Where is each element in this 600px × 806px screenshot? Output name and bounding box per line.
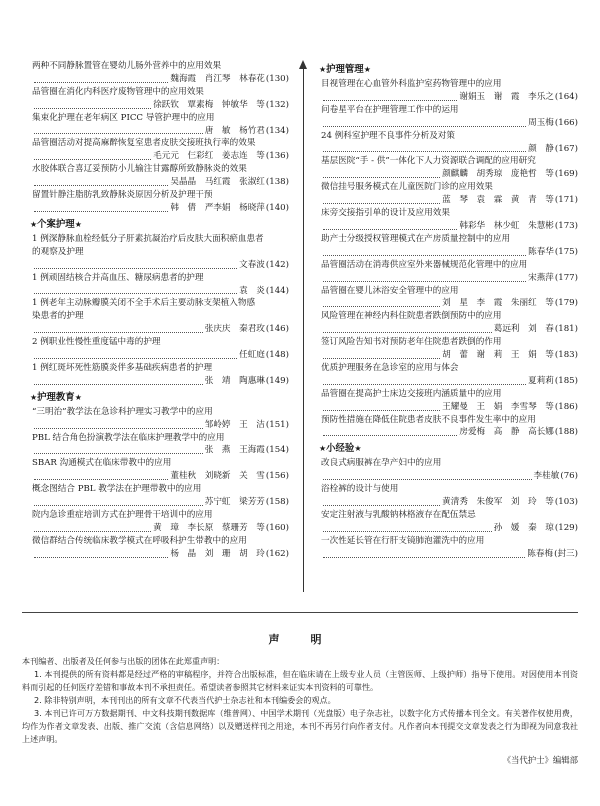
entry-authors: 杨 晶 刘 珊 胡 玲 xyxy=(170,548,265,559)
entry-author-line xyxy=(319,470,578,483)
entry-page: (138) xyxy=(265,177,289,188)
entry-authors: 徐跃钦 覃素梅 钟敏华 等 xyxy=(153,99,265,110)
entry-authors: 任虹庭 xyxy=(239,350,265,361)
entry-page: (144) xyxy=(265,285,289,296)
star-icon: ★ xyxy=(74,219,82,229)
entry-author-line xyxy=(319,496,578,509)
entry-authors: 张 靖 陶惠琳 xyxy=(204,375,265,386)
entry-authors: 文春波 xyxy=(239,259,265,270)
entry-page: (136) xyxy=(265,151,289,162)
entry-author-line xyxy=(30,285,289,298)
entry-page: (188) xyxy=(554,427,578,438)
entry-title: 优质护理服务在急诊室的应用与体会 xyxy=(321,362,459,373)
entry-author-line xyxy=(30,444,289,457)
entry-title-continued: 染患者的护理 xyxy=(32,311,84,322)
toc-entry[interactable] xyxy=(319,362,578,388)
statement-item: 2. 除非特别声明，本刊刊出的所有文章不代表当代护士杂志社和本刊编委会的观点。 xyxy=(34,695,336,705)
entry-authors: 袁 炎 xyxy=(239,285,265,296)
section-heading xyxy=(30,218,289,232)
section-label: 个案护理 xyxy=(37,218,75,230)
entry-title: 2 例职业性慢性重度锰中毒的护理 xyxy=(32,337,161,348)
entry-title: “三明治”教学法在急诊科护理实习教学中的应用 xyxy=(32,406,213,417)
entry-authors: 宋燕萍 xyxy=(528,272,554,283)
toc-entry[interactable] xyxy=(319,336,578,362)
entry-title: PBL 结合角色扮演教学法在临床护理教学中的应用 xyxy=(32,432,225,443)
toc-entry[interactable] xyxy=(319,388,578,414)
entry-page: (167) xyxy=(554,143,578,154)
entry-title: 微信挂号服务模式在儿童医院门诊的应用效果 xyxy=(321,182,493,193)
entry-title: 基层医院“手 - 供”一体化下人力资源联合调配的应用研究 xyxy=(321,156,536,167)
entry-authors: 孙 媛 秦 琼 xyxy=(493,522,554,533)
entry-authors: 李桂敏 xyxy=(533,471,560,482)
toc-right-column xyxy=(319,60,578,561)
toc-left-column xyxy=(30,60,289,561)
toc-entry[interactable] xyxy=(319,207,578,233)
entry-author-line xyxy=(319,117,578,130)
entry-authors: 刘 星 李 霞 朱丽红 等 xyxy=(442,298,554,309)
star-icon: ★ xyxy=(319,444,327,454)
entry-title: 1 例顽固结核合并高血压、糖尿病患者的护理 xyxy=(32,272,204,283)
entry-title: 问卷星平台在护理管理工作中的运用 xyxy=(321,104,459,115)
entry-title-continued: 的观察及护理 xyxy=(32,246,84,257)
entry-title: 床旁交接指引单的设计及应用效果 xyxy=(321,208,450,219)
entry-page: (158) xyxy=(265,497,289,508)
entry-authors: 颜麒麟 胡秀琼 庞艳哲 等 xyxy=(442,169,554,180)
star-icon: ★ xyxy=(30,392,38,402)
entry-author-line xyxy=(30,522,289,535)
entry-authors: 房爱梅 高 静 高长娜 xyxy=(459,427,554,438)
table-of-contents xyxy=(22,60,582,596)
entry-title: 改良式病服裤在孕产妇中的应用 xyxy=(321,458,442,469)
entry-authors: 张庆庆 秦君玫 xyxy=(204,324,265,335)
entry-authors: 黄 璋 李长原 蔡珊芳 等 xyxy=(153,522,265,533)
statement-item: 1. 本刊提供的所有资料都是经过严格的审稿程序，并符合出版标准，但在临床请在上级专业人员（主管医师、上级护师）指导下使用。对因使用本刊资料而引起的任何医疗差错和事故本刊不承担责任。希望读者参照其它材料来证实本刊资料的可靠性。 xyxy=(22,669,578,692)
entry-page: (154) xyxy=(265,445,289,456)
entry-author-line xyxy=(30,548,289,561)
entry-authors: 周玉梅 xyxy=(528,117,554,128)
entry-authors: 蓝 琴 袁 霖 黄 青 等 xyxy=(442,195,554,206)
entry-page: (76) xyxy=(560,471,578,482)
entry-author-line xyxy=(319,168,578,181)
entry-page: (134) xyxy=(265,125,289,136)
entry-title: 品管圈活动对提高麻醉恢复室患者皮肤交接班执行率的效果 xyxy=(32,138,256,149)
entry-authors: 苏宁虹 梁芳芳 xyxy=(204,497,265,508)
statement-block xyxy=(22,612,578,766)
section-heading xyxy=(319,442,578,456)
entry-page: (149) xyxy=(265,375,289,386)
entry-page: (封三) xyxy=(554,548,578,559)
toc-entry[interactable] xyxy=(30,137,289,163)
toc-entry[interactable] xyxy=(319,259,578,285)
entry-title: 水胶体联合喜辽妥预防小儿输注甘露醇所致静脉炎的效果 xyxy=(32,164,247,175)
entry-title: 微信群结合传统临床教学模式在呼吸科护生带教中的应用 xyxy=(32,535,247,546)
entry-page: (140) xyxy=(265,202,289,213)
entry-author-line xyxy=(30,470,289,483)
entry-authors: 邹岭婷 王 洁 xyxy=(204,419,265,430)
entry-page: (186) xyxy=(554,401,578,412)
entry-title: 1 例老年主动脉瓣膜关闭不全手术后主要动脉支架植入物感 xyxy=(32,298,256,309)
star-icon: ★ xyxy=(30,219,38,229)
statement-item: 3. 本刊已许可万方数据期刊、中文科技期刊数据库（维普网）、中国学术期刊（光盘版）电子杂志社，以数字化方式传播本刊全文。有关著作权使用费，均作为作者文章发表、出版、推广交流（含信息网络）以及赠送样刊之用途，本刊不再另行向作者支付。凡作者向本刊提交文章发表之行为即视为同意我社上述声明。 xyxy=(22,708,578,744)
entry-title: 两种不同静脉置管在婴幼儿肠外营养中的应用效果 xyxy=(32,61,222,71)
toc-entry[interactable] xyxy=(30,163,289,189)
entry-author-line xyxy=(30,419,289,432)
entry-title: 安定注射液与乳酸钠林格液存在配伍禁忌 xyxy=(321,510,476,520)
toc-entry[interactable] xyxy=(30,509,289,535)
toc-entry[interactable] xyxy=(319,509,578,535)
entry-page: (156) xyxy=(265,471,289,482)
entry-authors: 谢娟玉 谢 霞 李乐之 xyxy=(459,91,554,102)
entry-author-line xyxy=(319,297,578,310)
entry-authors: 唐 敏 杨竹君 xyxy=(204,125,265,136)
star-icon: ★ xyxy=(354,444,362,454)
entry-title: 品管圈活动在消毒供应室外来器械规范化管理中的应用 xyxy=(321,259,528,270)
entry-authors: 吴晶晶 马红霞 张淑红 xyxy=(170,177,265,188)
entry-page: (132) xyxy=(265,99,289,110)
entry-authors: 颜 静 xyxy=(528,143,554,154)
entry-page: (173) xyxy=(554,220,578,231)
section-label: 护理教育 xyxy=(37,391,75,403)
entry-title: SBAR 沟通模式在临床带教中的应用 xyxy=(32,458,172,469)
entry-title: 预防性措施在降低住院患者皮肤不良事件发生率中的应用 xyxy=(321,414,536,425)
entry-title: 品管圈在提高护士床边交接班内涵质量中的应用 xyxy=(321,388,502,399)
entry-page: (162) xyxy=(265,548,289,559)
entry-page: (183) xyxy=(554,350,578,361)
entry-title: 集束化护理在老年病区 PICC 导管护理中的应用 xyxy=(32,112,215,123)
entry-authors: 韩彩华 林少虹 朱慧彬 xyxy=(459,220,554,231)
toc-entry[interactable] xyxy=(30,297,289,336)
toc-entry[interactable] xyxy=(30,112,289,138)
toc-entry[interactable] xyxy=(30,406,289,432)
entry-title: 目视管理在心血管外科监护室药物管理中的应用 xyxy=(321,79,502,89)
entry-page: (166) xyxy=(554,117,578,128)
entry-page: (160) xyxy=(265,522,289,533)
entry-author-line xyxy=(30,496,289,509)
entry-title: 品管圈在消化内科医疗废物管理中的应用效果 xyxy=(32,86,204,97)
column-divider xyxy=(303,64,304,592)
toc-entry[interactable] xyxy=(30,483,289,509)
toc-entry[interactable] xyxy=(319,155,578,181)
entry-author-line xyxy=(30,176,289,189)
entry-page: (130) xyxy=(265,73,289,84)
entry-author-line xyxy=(30,125,289,138)
entry-author-line xyxy=(30,375,289,388)
entry-title: 院内急诊重症培训方式在护理骨干培训中的应用 xyxy=(32,510,213,520)
entry-page: (142) xyxy=(265,259,289,270)
entry-authors: 董桂秋 刘晓新 关 雪 xyxy=(170,471,265,482)
entry-author-line xyxy=(30,150,289,163)
entry-page: (129) xyxy=(554,522,578,533)
entry-page: (151) xyxy=(265,419,289,430)
entry-author-line xyxy=(319,426,578,439)
entry-title: 概念图结合 PBL 教学法在护理带教中的应用 xyxy=(32,484,202,495)
entry-author-line xyxy=(319,375,578,388)
entry-title: 签订风险告知书对预防老年住院患者跌倒的作用 xyxy=(321,337,502,348)
toc-entry[interactable] xyxy=(319,310,578,336)
entry-author-line xyxy=(30,202,289,215)
statement-title: 声 明 xyxy=(268,633,332,646)
toc-entry[interactable] xyxy=(319,483,578,509)
toc-entry[interactable] xyxy=(30,233,289,272)
entry-author-line xyxy=(319,401,578,414)
toc-entry[interactable] xyxy=(319,285,578,311)
entry-page: (103) xyxy=(554,497,578,508)
entry-page: (177) xyxy=(554,272,578,283)
entry-authors: 夏莉莉 xyxy=(528,375,554,386)
entry-page: (175) xyxy=(554,246,578,257)
statement-intro: 本刊编者、出版者及任何参与出版的团体在此郑重声明： xyxy=(22,656,225,666)
entry-author-line xyxy=(30,259,289,272)
entry-page: (181) xyxy=(554,324,578,335)
entry-author-line xyxy=(319,522,578,535)
toc-entry[interactable] xyxy=(319,181,578,207)
entry-title: 浴栓裤的设计与使用 xyxy=(321,484,399,495)
entry-title: 1 例红斑坏死性筋膜炎伴多基础疾病患者的护理 xyxy=(32,362,213,373)
entry-author-line xyxy=(319,323,578,336)
entry-author-line xyxy=(30,323,289,336)
toc-entry[interactable] xyxy=(319,233,578,259)
section-label: 护理管理 xyxy=(326,64,364,75)
section-heading xyxy=(30,391,289,405)
statement-body xyxy=(22,655,578,746)
toc-entry[interactable] xyxy=(30,457,289,483)
entry-authors: 韩 倩 严李娟 杨晓萍 xyxy=(170,202,265,213)
entry-authors: 葛远利 刘 春 xyxy=(493,324,554,335)
entry-title: 一次性延长管在行肝支镜肺泡灌洗中的应用 xyxy=(321,535,485,546)
entry-authors: 陈春梅 xyxy=(527,548,554,559)
entry-author-line xyxy=(319,143,578,156)
entry-page: (171) xyxy=(554,195,578,206)
toc-entry[interactable] xyxy=(30,272,289,298)
toc-entry[interactable] xyxy=(30,86,289,112)
entry-author-line xyxy=(319,220,578,233)
entry-author-line xyxy=(30,349,289,362)
toc-entry[interactable] xyxy=(30,60,289,86)
entry-author-line xyxy=(30,73,289,86)
entry-page: (164) xyxy=(554,91,578,102)
entry-author-line xyxy=(30,99,289,112)
star-icon: ★ xyxy=(74,392,82,402)
entry-page: (185) xyxy=(554,375,578,386)
statement-signature: 《当代护士》编辑部 xyxy=(502,755,578,765)
entry-authors: 陈春华 xyxy=(528,246,554,257)
toc-entry[interactable] xyxy=(30,432,289,458)
toc-entry[interactable] xyxy=(319,104,578,130)
entry-title: 24 例科室护理不良事件分析及对策 xyxy=(321,130,455,141)
section-label: 小经验 xyxy=(326,443,355,455)
entry-page: (148) xyxy=(265,350,289,361)
entry-author-line xyxy=(319,91,578,104)
toc-entry[interactable] xyxy=(319,535,578,561)
entry-page: (179) xyxy=(554,298,578,309)
entry-title: 助产士分级授权管理模式在产房质量控制中的应用 xyxy=(321,233,511,244)
entry-page: (146) xyxy=(265,324,289,335)
toc-entry[interactable] xyxy=(319,130,578,156)
entry-page: (169) xyxy=(554,169,578,180)
entry-title: 风险管理在神经内科住院患者跌倒预防中的应用 xyxy=(321,311,502,322)
toc-entry[interactable] xyxy=(319,457,578,483)
section-heading xyxy=(319,63,578,77)
toc-entry[interactable] xyxy=(319,414,578,440)
entry-authors: 张 燕 王海霞 xyxy=(204,445,265,456)
toc-entry[interactable] xyxy=(30,336,289,362)
star-icon: ★ xyxy=(319,65,327,74)
star-icon: ★ xyxy=(363,65,371,74)
entry-author-line xyxy=(319,548,578,561)
entry-author-line xyxy=(319,246,578,259)
entry-title: 留置针静注脂肪乳致静脉炎原因分析及护理干预 xyxy=(32,190,213,201)
entry-authors: 胡 蕾 谢 莉 王 娟 等 xyxy=(442,350,554,361)
toc-entry[interactable] xyxy=(30,189,289,215)
toc-entry[interactable] xyxy=(319,78,578,104)
toc-entry[interactable] xyxy=(30,362,289,388)
entry-title: 品管圈在婴儿沐浴安全管理中的应用 xyxy=(321,285,459,296)
entry-author-line xyxy=(319,272,578,285)
entry-authors: 王耀曼 王 娟 李雪琴 等 xyxy=(442,401,554,412)
entry-authors: 毛元元 仨彩红 姜志连 等 xyxy=(153,151,265,162)
entry-authors: 魏海霞 肖江琴 林春花 xyxy=(170,73,265,84)
entry-author-line xyxy=(319,349,578,362)
entry-authors: 黄清秀 朱俊军 刘 玲 等 xyxy=(442,497,554,508)
entry-author-line xyxy=(319,194,578,207)
entry-title: 1 例深静脉血栓经低分子肝素抗凝治疗后皮肤大面积瘀血患者 xyxy=(32,233,264,244)
statement-rule xyxy=(22,612,578,613)
toc-entry[interactable] xyxy=(30,535,289,561)
